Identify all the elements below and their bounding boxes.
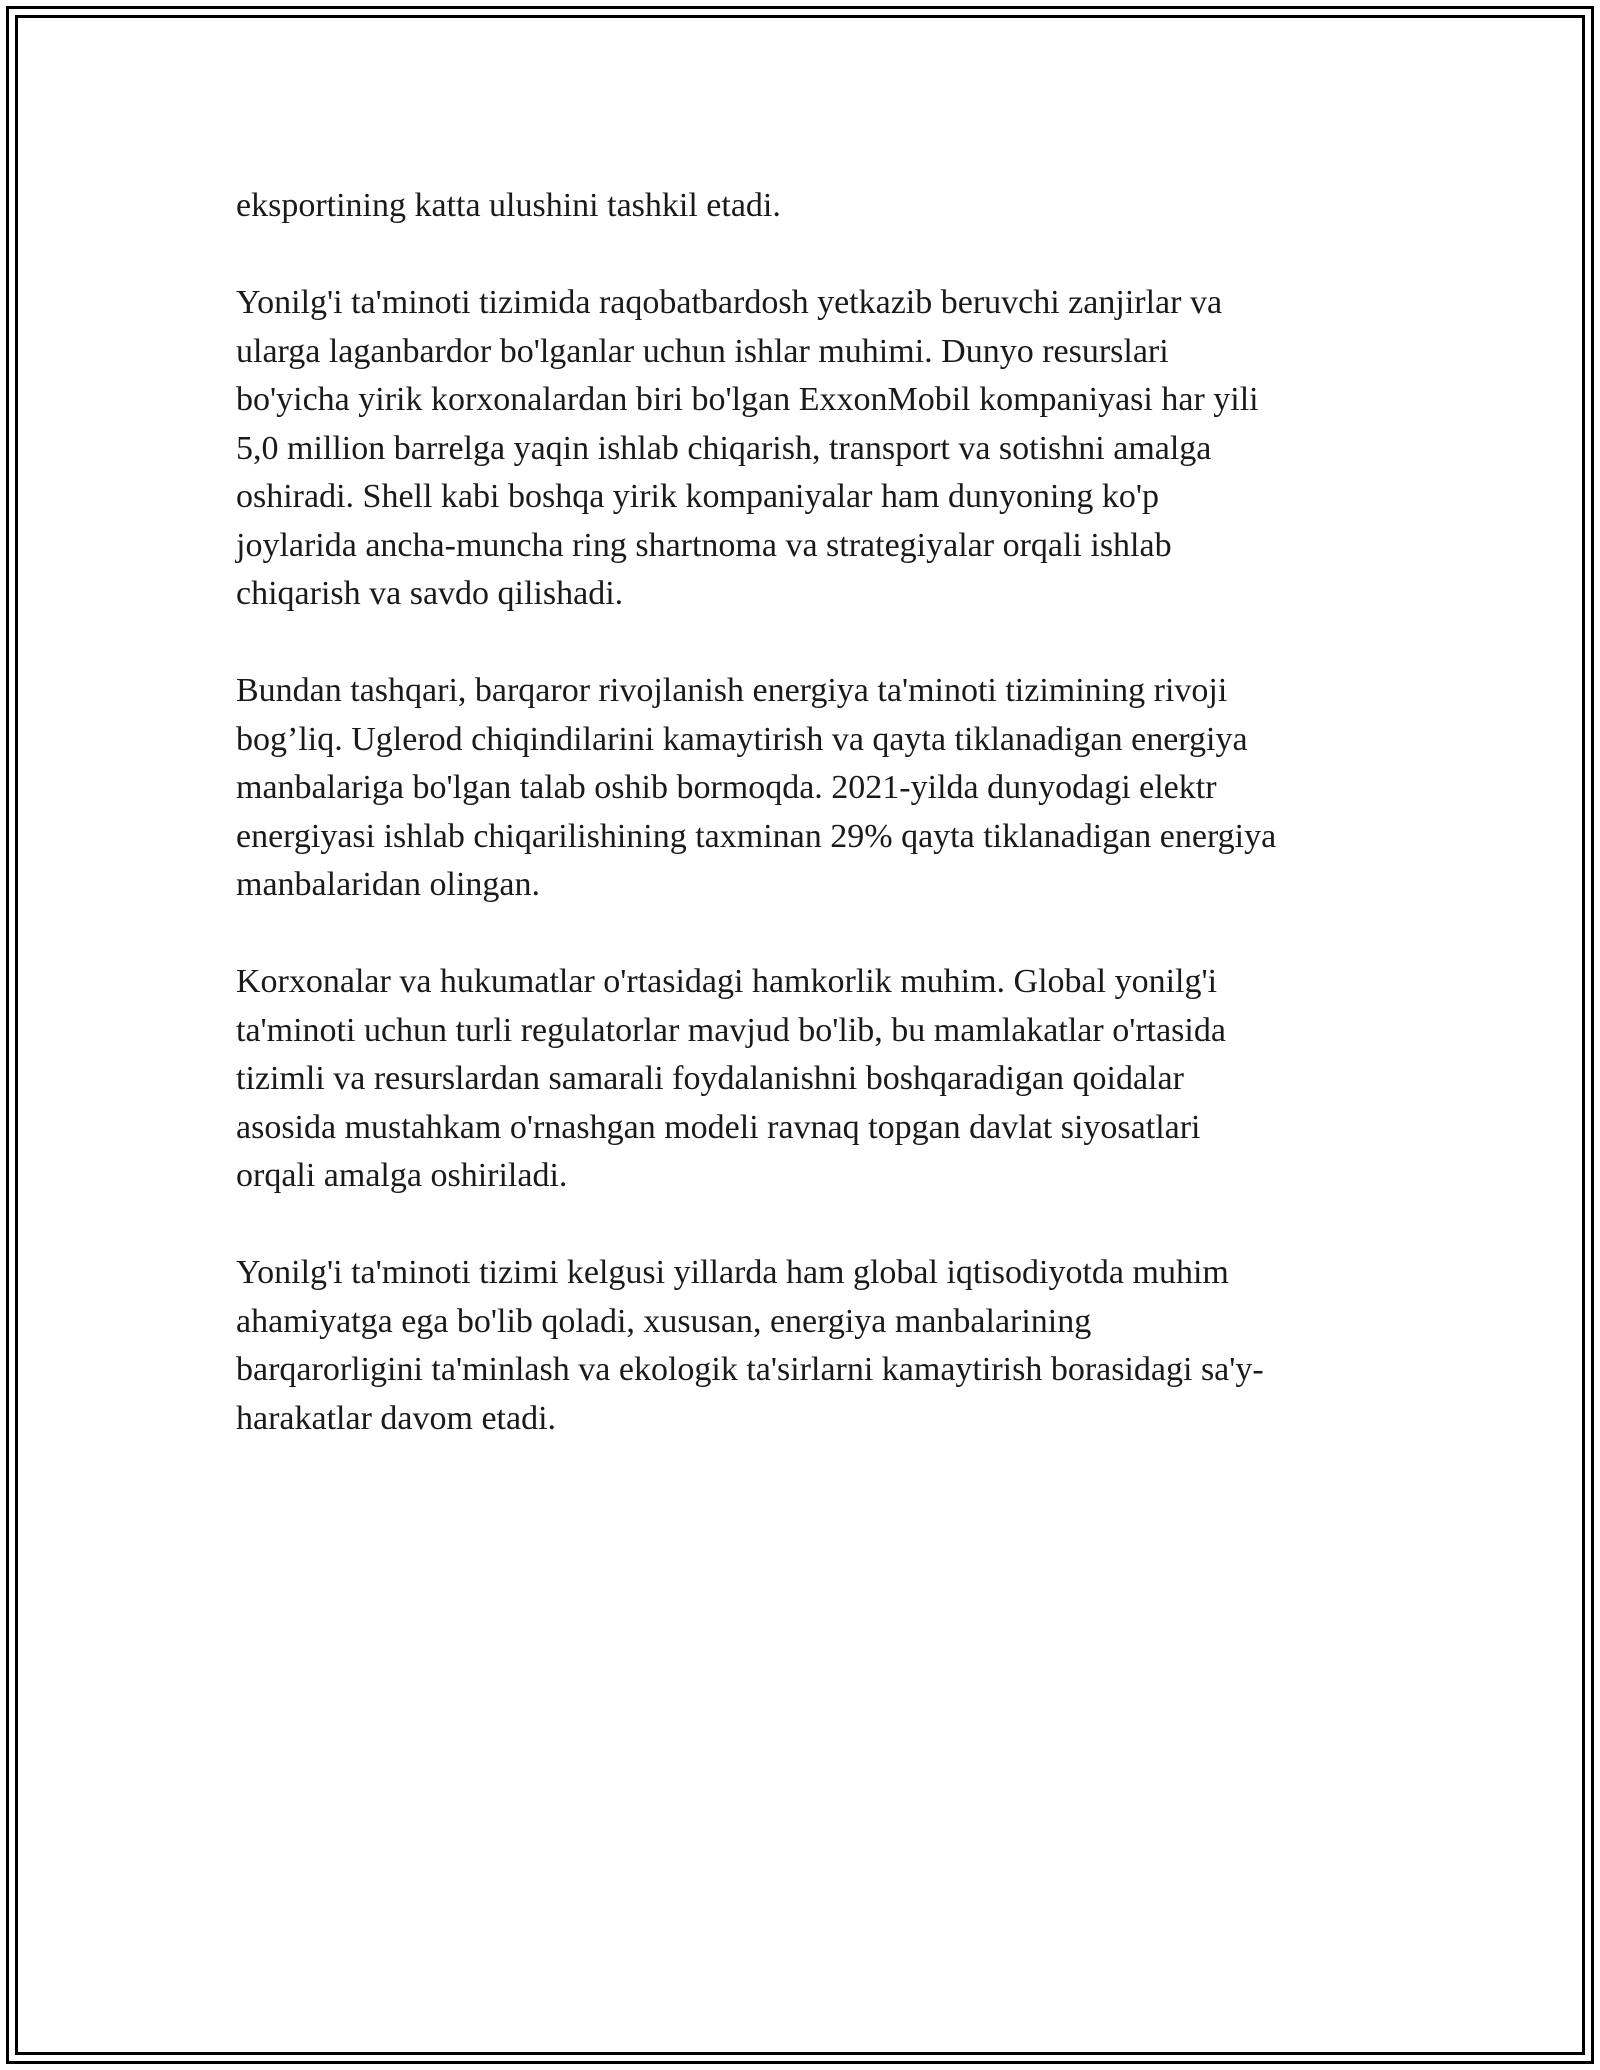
paragraph-5: Yonilg'i ta'minoti tizimi kelgusi yillarda ham global iqtisodiyotda muhim ahamiyatga ega bo'lib qoladi, xususan, energiya manbalarining barqarorligini ta'minlash va ekologik ta'sirlarni kamaytirish borasidagi sa'y- harakatlar davom etadi. xyxy=(236,1254,1264,1437)
paragraph-3: Bundan tashqari, barqaror rivojlanish energiya ta'minoti tizimining rivoji bog’liq. Uglerod chiqindilarini kamaytirish va qayta tiklanadigan energiya manbalariga bo'lgan talab oshib bormoqda. 2021-yilda dunyodagi elektr energiyasi ishlab chiqarilishining taxminan 29% qayta tiklanadigan energiya manbalaridan olingan. xyxy=(236,672,1277,903)
document-body xyxy=(236,182,1376,1492)
paragraph-4: Korxonalar va hukumatlar o'rtasidagi hamkorlik muhim. Global yonilg'i ta'minoti uchun turli regulatorlar mavjud bo'lib, bu mamlakatlar o'rtasida tizimli va resurslardan samarali foydalanishni boshqaradigan qoidalar asosida mustahkam o'rnashgan modeli ravnaq topgan davlat siyosatlari orqali amalga oshiriladi. xyxy=(236,963,1226,1194)
paragraph-2: Yonilg'i ta'minoti tizimida raqobatbardosh yetkazib beruvchi zanjirlar va ularga laganbardor bo'lganlar uchun ishlar muhimi. Dunyo resurslari bo'yicha yirik korxonalardan biri bo'lgan ExxonMobil kompaniyasi har yili 5,0 million barrelga yaqin ishlab chiqarish, transport va sotishni amalga oshiradi. Shell kabi boshqa yirik kompaniyalar ham dunyoning ko'p joylarida ancha-muncha ring shartnoma va strategiyalar orqali ishlab chiqarish va savdo qilishadi. xyxy=(236,284,1259,612)
paragraph-1: eksportining katta ulushini tashkil etadi. xyxy=(236,187,781,224)
